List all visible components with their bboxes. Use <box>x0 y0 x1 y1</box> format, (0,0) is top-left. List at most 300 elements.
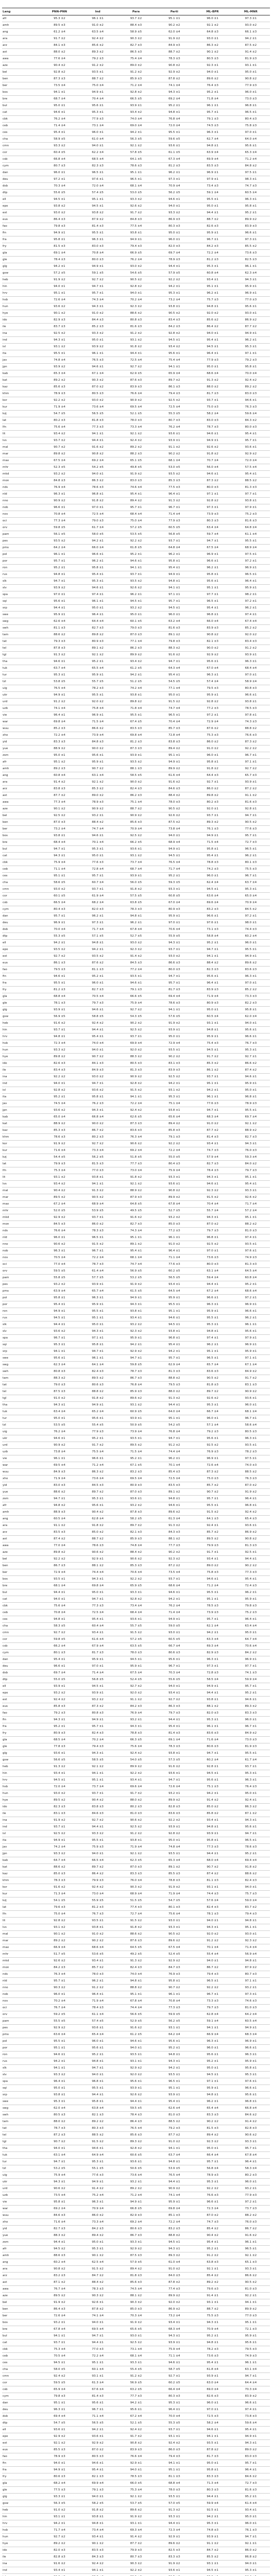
score-cell: 60.1 ±4 <box>78 2366 117 2373</box>
score-cell: 52.3 ±5 <box>40 464 78 471</box>
score-cell: 80.2 ±3 <box>232 2172 270 2179</box>
score-cell: 56.8 ±4 <box>194 2165 232 2172</box>
score-cell: 95.0 ±1 <box>78 853 117 859</box>
table-row <box>2 56 270 62</box>
table-row <box>2 2547 270 2554</box>
score-cell: 89.5 ±3 <box>40 22 78 29</box>
language-cell: pms <box>2 545 40 551</box>
language-cell: kaz <box>2 1871 40 1877</box>
language-cell: ceb <box>2 1609 40 1616</box>
language-cell: ell <box>2 1683 40 1690</box>
score-cell: 91.4 ±2 <box>194 1797 232 1804</box>
table-row <box>2 2373 270 2380</box>
language-cell: yid <box>2 739 40 745</box>
score-cell: 94.7 ±1 <box>155 658 194 665</box>
score-cell: 92.8 ±2 <box>40 1087 78 1094</box>
score-cell: 93.9 ±2 <box>40 364 78 370</box>
score-cell: 83.6 ±3 <box>155 1810 194 1817</box>
table-row <box>2 1181 270 1188</box>
table-row <box>2 1228 270 1234</box>
score-cell: 65.4 ±4 <box>78 2031 117 2038</box>
score-cell: 72.9 ±4 <box>194 719 232 725</box>
score-cell: 67.1 ±5 <box>117 1462 155 1469</box>
table-row <box>2 2427 270 2433</box>
score-cell: 95.0 ±1 <box>78 2239 117 2246</box>
score-cell: 93.5 ±1 <box>78 69 117 76</box>
score-cell: 74.7 ±3 <box>232 183 270 190</box>
score-cell: 89.2 ±3 <box>40 766 78 772</box>
score-cell: 61.3 ±4 <box>155 1516 194 1522</box>
table-row <box>2 2152 270 2159</box>
table-row <box>2 149 270 156</box>
language-cell: gla <box>2 250 40 257</box>
score-cell: 64.7 ±4 <box>232 1636 270 1643</box>
score-cell: 94.9 ±1 <box>232 2433 270 2440</box>
score-cell: 84.8 ±3 <box>117 216 155 223</box>
table-row <box>2 2380 270 2386</box>
score-cell: 64.8 ±4 <box>155 545 194 551</box>
score-cell: 89.9 ±2 <box>232 2306 270 2313</box>
score-cell: 95.8 ±1 <box>78 1342 117 1348</box>
score-cell: 94.9 ±1 <box>232 953 270 960</box>
score-cell: 97.1 ±1 <box>194 491 232 498</box>
language-cell: ceb <box>2 2353 40 2360</box>
score-cell: 96.0 ±1 <box>232 1402 270 1409</box>
language-cell: war <box>2 2206 40 2212</box>
score-cell: 78.1 ±3 <box>194 1911 232 1918</box>
language-cell: gle <box>2 1743 40 1750</box>
score-cell: 93.2 ±2 <box>117 605 155 612</box>
score-cell: 95.7 ±1 <box>155 1355 194 1362</box>
score-cell: 92.2 ±2 <box>155 1817 194 1824</box>
score-cell: 88.4 ±2 <box>155 792 194 799</box>
language-cell: fry <box>2 987 40 993</box>
score-cell: 87.5 ±2 <box>232 42 270 49</box>
score-cell: 96.9 ±1 <box>232 1342 270 1348</box>
table-row <box>2 1502 270 1509</box>
score-cell: 64.1 ±4 <box>78 1362 117 1368</box>
score-cell: 58.0 ±5 <box>78 531 117 538</box>
language-cell: pol <box>2 551 40 558</box>
table-row <box>2 203 270 210</box>
score-cell: 81.4 ±3 <box>78 2393 117 2400</box>
score-cell: 53.5 ±5 <box>40 1422 78 1429</box>
language-cell: yid <box>2 1482 40 1489</box>
language-cell: fao <box>2 967 40 973</box>
language-cell: bul <box>2 1589 40 1596</box>
table-row <box>2 1201 270 1208</box>
table-row <box>2 216 270 223</box>
score-cell: 64.8 ±5 <box>117 1201 155 1208</box>
score-cell: 71.1 ±4 <box>78 2413 117 2420</box>
table-row <box>2 1589 270 1596</box>
score-cell: 63.1 ±4 <box>232 2366 270 2373</box>
score-cell: 94.8 ±1 <box>78 2520 117 2527</box>
score-cell: 91.7 ±2 <box>117 2433 155 2440</box>
score-cell: 94.2 ±1 <box>194 2514 232 2520</box>
score-cell: 59.9 ±4 <box>194 2500 232 2507</box>
score-cell: 66.7 ±4 <box>194 1409 232 1415</box>
table-row <box>2 960 270 967</box>
score-cell: 50.6 ±5 <box>117 2165 155 2172</box>
score-cell: 73.1 ±3 <box>194 926 232 933</box>
score-cell: 95.6 ±1 <box>194 658 232 665</box>
score-cell: 90.8 ±2 <box>155 1188 194 1194</box>
table-row <box>2 2065 270 2072</box>
table-row <box>2 967 270 973</box>
language-cell: fra <box>2 236 40 243</box>
table-row <box>2 839 270 846</box>
score-cell: 94.0 ±1 <box>117 2467 155 2473</box>
language-cell: fao <box>2 1710 40 1717</box>
score-cell: 72.0 ±4 <box>232 457 270 464</box>
score-cell: 78.4 ±3 <box>40 257 78 263</box>
score-cell: 93.4 ±1 <box>40 2567 78 2574</box>
score-cell: 96.3 ±1 <box>194 1656 232 1663</box>
score-cell: 87.0 ±2 <box>78 2447 117 2453</box>
score-cell: 72.5 ±4 <box>78 511 117 518</box>
language-cell: khm <box>2 391 40 397</box>
table-row <box>2 933 270 940</box>
score-cell <box>40 2574 78 2576</box>
table-row <box>2 69 270 76</box>
language-cell: tgl <box>2 2139 40 2145</box>
score-cell: 83.9 ±3 <box>117 384 155 391</box>
score-cell: 59.8 ±5 <box>117 1362 155 1368</box>
score-cell: 95.6 ±1 <box>232 1027 270 1033</box>
score-cell: 74.3 ±4 <box>117 1228 155 1234</box>
score-cell: 93.8 ±2 <box>40 203 78 210</box>
table-row <box>2 176 270 183</box>
score-cell: 93.1 ±2 <box>40 1924 78 1931</box>
language-cell: ben <box>2 1563 40 1569</box>
score-cell: 82.7 ±3 <box>117 42 155 49</box>
score-cell: 95.8 ±1 <box>40 236 78 243</box>
score-cell: 90.9 ±2 <box>78 806 117 812</box>
score-cell: 91.7 ±2 <box>232 1375 270 1382</box>
score-cell: 82.8 ±3 <box>40 2554 78 2561</box>
score-cell: 90.4 ±2 <box>78 1797 117 1804</box>
score-cell: 95.5 ±1 <box>232 1750 270 1757</box>
score-cell: 79.2 ±3 <box>232 357 270 364</box>
score-cell: 81.3 ±3 <box>232 1543 270 1549</box>
score-cell: 80.1 ±3 <box>40 1650 78 1656</box>
score-cell: 94.5 ±1 <box>78 203 117 210</box>
score-cell: 92.9 ±1 <box>78 1556 117 1563</box>
table-row <box>2 424 270 431</box>
score-cell: 81.6 ±3 <box>117 324 155 330</box>
score-cell: 91.8 ±2 <box>78 1522 117 1529</box>
score-cell: 71.6 ±4 <box>194 1737 232 1743</box>
language-cell: arz <box>2 786 40 792</box>
score-cell: 56.6 ±5 <box>117 2011 155 2018</box>
language-cell: gle <box>2 257 40 263</box>
language-cell: slv <box>2 1328 40 1335</box>
score-cell: 96.6 ±1 <box>194 558 232 565</box>
language-cell: eus <box>2 960 40 967</box>
table-row <box>2 1857 270 1864</box>
table-row <box>2 1777 270 1784</box>
score-cell: 96.0 ±1 <box>78 129 117 136</box>
score-cell: 96.6 ±1 <box>232 692 270 699</box>
score-cell: 72.0 ±4 <box>78 183 117 190</box>
score-cell: 93.0 ±2 <box>40 210 78 216</box>
language-cell: cym <box>2 1650 40 1656</box>
table-row <box>2 464 270 471</box>
score-cell: 92.2 ±2 <box>117 1576 155 1583</box>
table-row <box>2 1355 270 1362</box>
score-cell: 75.8 ±4 <box>78 705 117 712</box>
score-cell: 86.4 ±2 <box>78 1871 117 1877</box>
score-cell: 93.4 ±2 <box>40 1181 78 1188</box>
language-cell: mon <box>2 1964 40 1971</box>
score-cell: 92.4 ±2 <box>78 1020 117 1027</box>
score-cell: 92.1 ±2 <box>117 1851 155 1857</box>
score-cell: 85.3 ±2 <box>78 786 117 792</box>
score-cell: 76.2 ±4 <box>155 1603 194 1609</box>
score-cell: 83.6 ±3 <box>117 1127 155 1134</box>
score-cell: 97.7 ±1 <box>232 1663 270 1670</box>
score-cell: 69.2 ±4 <box>117 2219 155 2226</box>
score-cell: 97.0 ±1 <box>40 591 78 598</box>
table-row <box>2 585 270 591</box>
score-cell: 94.4 ±1 <box>78 2092 117 2098</box>
score-cell: 94.1 ±1 <box>194 953 232 960</box>
score-cell: 93.8 ±1 <box>78 1174 117 1181</box>
score-cell: 56.5 ±5 <box>78 2420 117 2427</box>
table-row <box>2 2366 270 2373</box>
score-cell: 90.2 ±2 <box>155 1054 194 1060</box>
score-cell: 57.5 ±4 <box>232 464 270 471</box>
score-cell: 97.2 ±1 <box>194 712 232 719</box>
score-cell: 91.1 ±2 <box>194 2540 232 2547</box>
score-cell: 74.0 ±4 <box>117 1971 155 1978</box>
table-row <box>2 2540 270 2547</box>
score-cell: 94.0 ±1 <box>232 1884 270 1891</box>
score-cell: 94.5 ±1 <box>155 2239 194 2246</box>
language-cell: cbk <box>2 859 40 866</box>
score-cell: 68.2 ±4 <box>40 2480 78 2487</box>
language-cell: glg <box>2 1750 40 1757</box>
score-cell: 91.0 ±2 <box>155 2266 194 2273</box>
score-cell: 87.0 ±2 <box>194 1221 232 1228</box>
table-row <box>2 558 270 565</box>
score-cell: 62.3 ±5 <box>117 1857 155 1864</box>
language-cell: uig <box>2 685 40 692</box>
language-cell: srp <box>2 2092 40 2098</box>
table-body <box>2 15 270 2576</box>
score-cell: 59.5 ±5 <box>117 2105 155 2112</box>
language-cell: hin <box>2 1770 40 1777</box>
table-row <box>2 799 270 806</box>
score-cell: 78.9 ±3 <box>155 257 194 263</box>
score-cell: 72.2 ±4 <box>155 2219 194 2226</box>
score-cell: 74.9 ±3 <box>232 1255 270 1261</box>
score-cell: 95.2 ±1 <box>155 103 194 109</box>
table-row <box>2 2473 270 2480</box>
score-cell: 67.4 ±4 <box>232 618 270 625</box>
score-cell: 55.9 ±5 <box>155 933 194 940</box>
score-cell: 74.0 ±4 <box>117 116 155 123</box>
score-cell: 77.6 ±3 <box>155 1261 194 1268</box>
score-cell: 92.2 ±2 <box>155 1141 194 1147</box>
language-cell: lfn <box>2 1911 40 1918</box>
score-cell: 93.2 ±1 <box>232 1985 270 1991</box>
language-cell: hye <box>2 1797 40 1804</box>
score-cell: 83.5 ±3 <box>155 1482 194 1489</box>
score-cell: 79.5 ±3 <box>194 685 232 692</box>
score-cell: 83.9 ±3 <box>232 223 270 230</box>
score-cell: 93.3 ±2 <box>78 330 117 337</box>
score-cell: 95.7 ±1 <box>194 2159 232 2165</box>
score-cell: 75.6 ±4 <box>40 1603 78 1609</box>
score-cell: 71.9 ±4 <box>40 1476 78 1482</box>
score-cell: 95.8 ±1 <box>232 1007 270 1013</box>
score-cell: 68.4 ±4 <box>232 665 270 672</box>
score-cell: 97.5 ±1 <box>232 170 270 176</box>
score-cell: 96.6 ±1 <box>232 1308 270 1315</box>
score-cell: 94.5 ±1 <box>155 853 194 859</box>
score-cell: 92.2 ±2 <box>40 397 78 404</box>
score-cell: 94.6 ±1 <box>194 1576 232 1583</box>
language-cell: nld <box>2 491 40 498</box>
score-cell: 69.8 ±4 <box>155 2206 194 2212</box>
language-cell: gla <box>2 2480 40 2487</box>
score-cell: 61.1 ±4 <box>232 531 270 538</box>
score-cell: 95.7 ±1 <box>232 2145 270 2152</box>
score-cell: 69.7 ±4 <box>155 250 194 257</box>
score-cell: 91.2 ±2 <box>117 1831 155 1837</box>
score-cell: 94.7 ±1 <box>232 2534 270 2540</box>
score-cell: 78.9 ±3 <box>40 2453 78 2460</box>
language-cell: swe <box>2 612 40 618</box>
table-row <box>2 210 270 216</box>
score-cell: 70.0 ±4 <box>155 2413 194 2420</box>
score-cell: 90.5 ±2 <box>155 310 194 317</box>
score-cell: 86.0 ±2 <box>232 2547 270 2554</box>
score-cell: 90.3 ±2 <box>78 2293 117 2299</box>
language-cell: ron <box>2 565 40 571</box>
score-cell: 71.3 ±4 <box>40 1891 78 1897</box>
score-cell: 95.9 ±1 <box>232 2058 270 2065</box>
score-cell: 69.8 ±4 <box>78 1583 117 1589</box>
score-cell: 79.7 ±3 <box>78 1000 117 1007</box>
table-row <box>2 143 270 149</box>
score-cell: 96.1 ±1 <box>40 1455 78 1462</box>
language-cell: ang <box>2 29 40 36</box>
score-cell: 93.6 ±1 <box>155 1181 194 1188</box>
score-cell: 79.1 ±3 <box>155 1134 194 1141</box>
score-cell: 95.4 ±1 <box>155 2098 194 2105</box>
language-cell: cha <box>2 879 40 886</box>
score-cell: 98.0 ±1 <box>232 920 270 926</box>
score-cell: 94.7 ±1 <box>194 538 232 545</box>
score-cell: 95.6 ±1 <box>117 2406 155 2413</box>
score-cell: 59.8 ±5 <box>40 1636 78 1643</box>
language-cell: arz <box>2 1529 40 1536</box>
table-row <box>2 22 270 29</box>
score-cell: 96.1 ±1 <box>40 551 78 558</box>
score-cell: 90.6 ±2 <box>40 2185 78 2192</box>
score-cell: 95.3 ±1 <box>78 2159 117 2165</box>
language-cell: ina <box>2 1074 40 1080</box>
score-cell: 93.8 ±1 <box>40 2092 78 2098</box>
score-cell: 83.4 ±3 <box>40 1067 78 1074</box>
score-cell: 78.0 ±3 <box>78 1971 117 1978</box>
score-cell: 70.6 ±4 <box>155 926 194 933</box>
language-cell: yid <box>2 2226 40 2232</box>
score-cell: 77.1 ±4 <box>155 685 194 692</box>
score-cell: 96.3 ±1 <box>232 973 270 980</box>
score-cell: 69.4 ±4 <box>40 2413 78 2420</box>
table-row <box>2 2266 270 2273</box>
table-row <box>2 457 270 464</box>
table-row <box>2 89 270 96</box>
score-cell: 95.0 ±1 <box>155 230 194 236</box>
score-cell: 93.5 ±2 <box>117 759 155 766</box>
score-cell: 94.9 ±1 <box>194 833 232 839</box>
score-cell: 91.7 ±1 <box>194 1549 232 1556</box>
table-row <box>2 357 270 364</box>
score-cell: 95.6 ±1 <box>194 578 232 585</box>
score-cell: 94.6 ±1 <box>232 397 270 404</box>
score-cell: 66.0 ±4 <box>78 545 117 551</box>
score-cell: 87.0 ±2 <box>78 384 117 391</box>
score-cell: 59.1 ±4 <box>194 2018 232 2025</box>
score-cell: 83.6 ±3 <box>194 1368 232 1375</box>
score-cell: 97.1 ±1 <box>155 591 194 598</box>
table-row <box>2 725 270 732</box>
score-cell: 92.4 ±1 <box>232 1797 270 1804</box>
score-cell: 95.9 ±1 <box>194 230 232 236</box>
table-row <box>2 2239 270 2246</box>
score-cell: 95.6 ±1 <box>40 598 78 605</box>
score-cell: 77.7 ±3 <box>117 1161 155 1167</box>
language-cell: yue <box>2 1489 40 1496</box>
table-row <box>2 2574 270 2576</box>
score-cell: 95.1 ±1 <box>155 1415 194 1422</box>
language-cell: ast <box>2 2279 40 2286</box>
score-cell: 54.5 ±5 <box>155 679 194 685</box>
table-row <box>2 478 270 484</box>
score-cell: 92.0 ±1 <box>194 806 232 812</box>
score-cell: 61.9 ±4 <box>78 893 117 900</box>
language-cell: afr <box>2 1502 40 1509</box>
score-cell: 78.5 ±3 <box>117 2473 155 2480</box>
score-cell: 94.6 ±1 <box>117 558 155 565</box>
score-cell: 95.1 ±1 <box>117 1991 155 1998</box>
score-cell: 77.5 ±3 <box>40 2487 78 2494</box>
language-cell: est <box>2 2440 40 2447</box>
language-cell: est <box>2 953 40 960</box>
score-cell: 72.8 ±3 <box>194 1670 232 1676</box>
table-row <box>2 719 270 725</box>
score-cell: 81.6 ±3 <box>155 625 194 632</box>
score-cell: 92.7 ±2 <box>232 766 270 772</box>
score-cell: 92.9 ±2 <box>40 2433 78 2440</box>
score-cell: 93.9 ±1 <box>117 1415 155 1422</box>
table-row <box>2 2025 270 2031</box>
language-cell: ile <box>2 324 40 330</box>
score-cell: 86.6 ±2 <box>232 2273 270 2279</box>
score-cell: 94.1 ±1 <box>194 2433 232 2440</box>
score-cell: 67.8 ±4 <box>40 2326 78 2333</box>
score-cell: 62.4 ±4 <box>194 879 232 886</box>
score-cell: 93.1 ±1 <box>155 2025 194 2031</box>
language-cell: epo <box>2 946 40 953</box>
score-cell: 90.0 ±2 <box>194 645 232 652</box>
score-cell: 92.0 ±2 <box>117 2072 155 2078</box>
